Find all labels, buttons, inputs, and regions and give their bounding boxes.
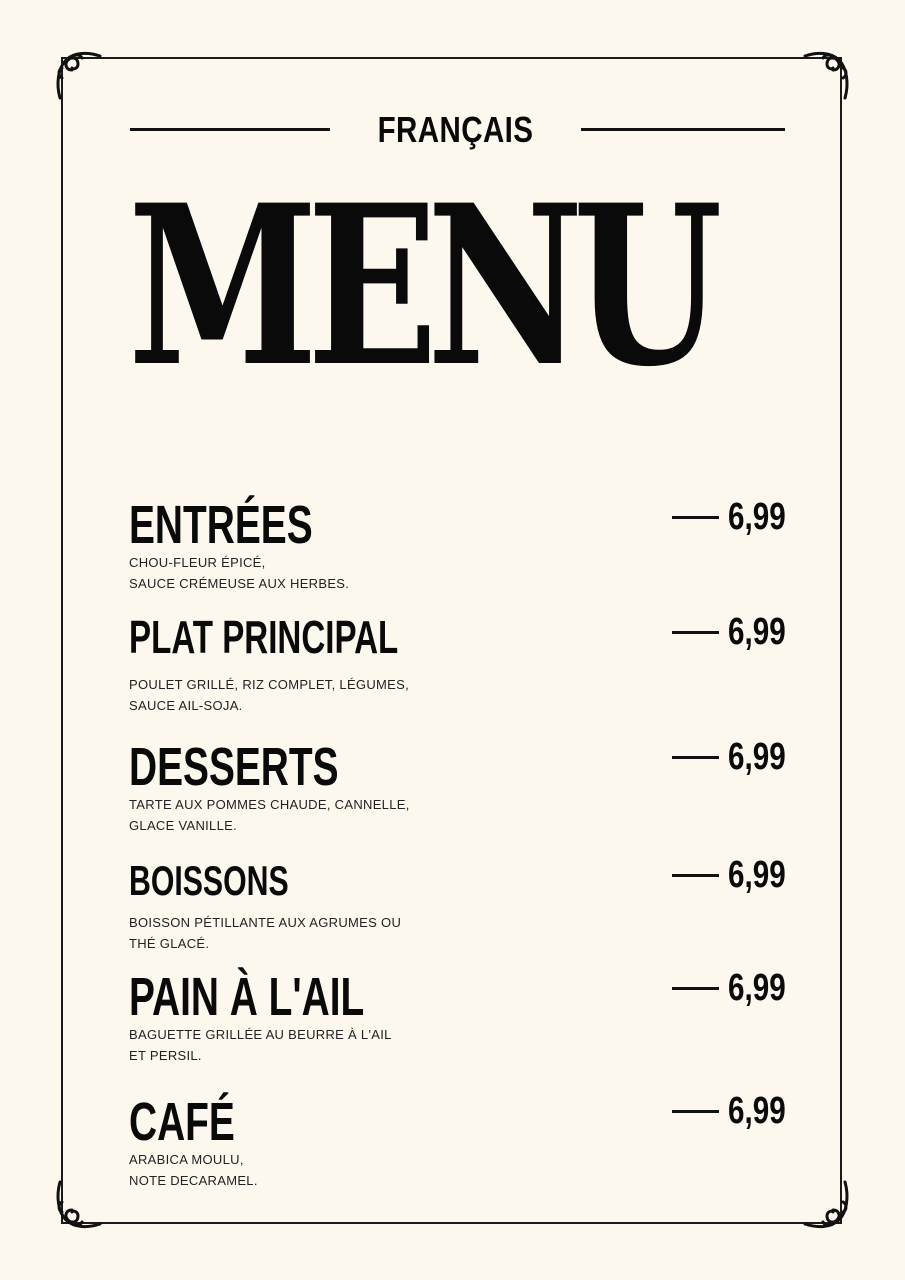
item-price (672, 612, 802, 652)
price-value: 6,99 (728, 1090, 786, 1132)
menu-item (129, 611, 689, 716)
item-price (672, 855, 802, 895)
language-label: FRANÇAIS (377, 109, 534, 150)
item-price (672, 737, 802, 777)
item-description: TARTE AUX POMMES CHAUDE, CANNELLE, GLACE VANILLE. (129, 797, 410, 833)
price-dash (672, 516, 719, 519)
item-price (672, 1091, 802, 1131)
item-name: BOISSONS (129, 857, 289, 904)
price-value: 6,99 (728, 854, 786, 896)
corner-ornament-top-right (797, 48, 853, 104)
menu-item (129, 857, 689, 954)
price-value: 6,99 (728, 967, 786, 1009)
item-description: ARABICA MOULU, NOTE DECARAMEL. (129, 1152, 258, 1188)
item-name: ENTRÉES (129, 495, 313, 555)
menu-item (129, 967, 689, 1066)
menu-title: MENU (128, 156, 712, 415)
corner-ornament-top-left (52, 48, 108, 104)
price-value: 6,99 (728, 611, 786, 653)
menu-item (129, 737, 689, 836)
item-price (672, 497, 802, 537)
item-name: PLAT PRINCIPAL (129, 611, 399, 663)
price-value: 6,99 (728, 736, 786, 778)
corner-ornament-bottom-right (797, 1176, 853, 1232)
price-dash (672, 987, 719, 990)
price-value: 6,99 (728, 496, 786, 538)
corner-ornament-bottom-left (52, 1176, 108, 1232)
header-rule-right (581, 128, 785, 131)
price-dash (672, 631, 719, 634)
item-name: CAFÉ (129, 1092, 235, 1152)
price-dash (672, 874, 719, 877)
item-description: POULET GRILLÉ, RIZ COMPLET, LÉGUMES, SAUCE AIL-SOJA. (129, 677, 410, 713)
item-name: PAIN À L'AIL (129, 967, 365, 1027)
item-description: CHOU-FLEUR ÉPICÉ, SAUCE CRÉMEUSE AUX HERBES. (129, 555, 350, 591)
price-dash (672, 756, 719, 759)
item-description: BAGUETTE GRILLÉE AU BEURRE À L'AIL ET PERSIL. (129, 1027, 392, 1063)
menu-item (129, 1092, 689, 1191)
header-rule-left (130, 128, 330, 131)
price-dash (672, 1110, 719, 1113)
item-price (672, 968, 802, 1008)
item-description: BOISSON PÉTILLANTE AUX AGRUMES OU THÉ GLACÉ. (129, 915, 402, 951)
item-name: DESSERTS (129, 737, 339, 797)
menu-item (129, 495, 689, 594)
